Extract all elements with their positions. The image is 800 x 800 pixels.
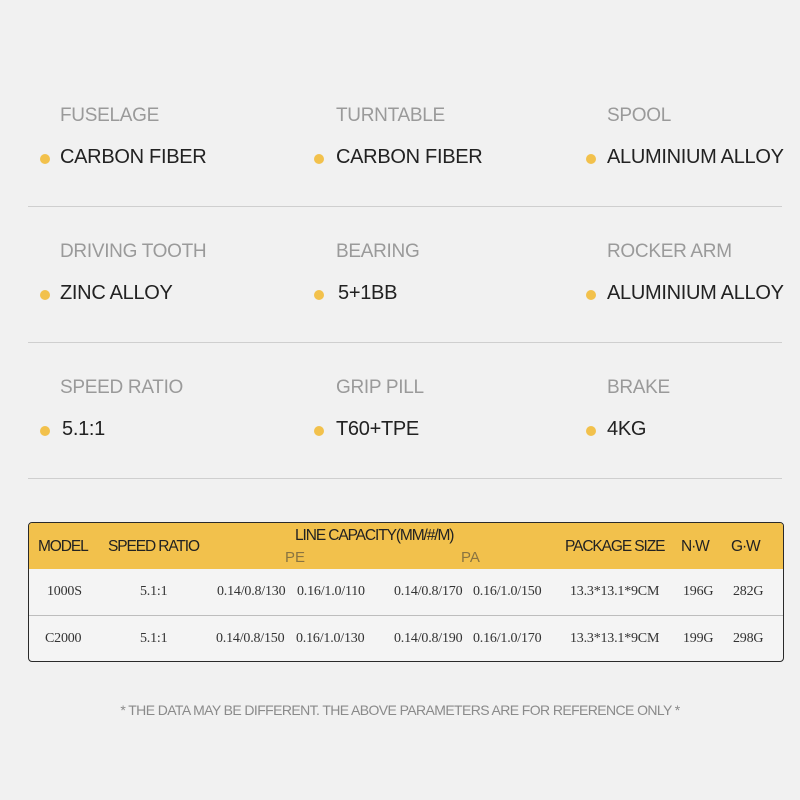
bullet-dot-icon xyxy=(40,290,50,300)
spec-label: BEARING xyxy=(336,241,420,262)
spec-label: BRAKE xyxy=(607,377,670,398)
spec-label: DRIVING TOOTH xyxy=(60,241,207,262)
bullet-dot-icon xyxy=(314,154,324,164)
table-row xyxy=(29,616,783,662)
cell-pe-1: 0.14/0.8/150 xyxy=(216,631,285,646)
cell-package-size: 13.3*13.1*9CM xyxy=(570,631,660,646)
spec-value: 5.1:1 xyxy=(62,418,105,440)
cell-pe-1: 0.14/0.8/130 xyxy=(217,584,286,599)
spec-value: 4KG xyxy=(607,418,647,440)
bullet-dot-icon xyxy=(314,290,324,300)
spec-row xyxy=(28,342,782,479)
cell-pa-1: 0.14/0.8/190 xyxy=(394,631,463,646)
spec-label: TURNTABLE xyxy=(336,105,445,126)
spec-value: T60+TPE xyxy=(336,418,419,440)
table-header xyxy=(29,523,783,569)
cell-pe-2: 0.16/1.0/110 xyxy=(297,584,365,599)
header-package-size: PACKAGE SIZE xyxy=(565,538,665,555)
cell-speed-ratio: 5.1:1 xyxy=(140,584,168,599)
spec-value: ZINC ALLOY xyxy=(60,282,173,304)
cell-gw: 282G xyxy=(733,584,764,599)
cell-model: 1000S xyxy=(47,584,82,599)
header-nw: N·W xyxy=(681,538,709,555)
cell-pa-2: 0.16/1.0/150 xyxy=(473,584,542,599)
spec-label: FUSELAGE xyxy=(60,105,159,126)
cell-package-size: 13.3*13.1*9CM xyxy=(570,584,660,599)
cell-pa-1: 0.14/0.8/170 xyxy=(394,584,463,599)
header-model: MODEL xyxy=(38,538,88,555)
spec-value: 5+1BB xyxy=(338,282,398,304)
header-pa: PA xyxy=(461,549,480,566)
spec-value: ALUMINIUM ALLOY xyxy=(607,282,784,304)
spec-value: ALUMINIUM ALLOY xyxy=(607,146,784,168)
bullet-dot-icon xyxy=(40,426,50,436)
spec-value: CARBON FIBER xyxy=(336,146,483,168)
table-row xyxy=(29,569,783,616)
cell-gw: 298G xyxy=(733,631,764,646)
bullet-dot-icon xyxy=(586,154,596,164)
spec-row xyxy=(28,70,782,207)
header-gw: G·W xyxy=(731,538,760,555)
spec-label: SPEED RATIO xyxy=(60,377,184,398)
spec-table xyxy=(28,522,784,662)
cell-model: C2000 xyxy=(45,631,82,646)
bullet-dot-icon xyxy=(40,154,50,164)
header-pe: PE xyxy=(285,549,306,566)
bullet-dot-icon xyxy=(314,426,324,436)
cell-speed-ratio: 5.1:1 xyxy=(140,631,168,646)
spec-label: SPOOL xyxy=(607,105,671,126)
cell-pe-2: 0.16/1.0/130 xyxy=(296,631,365,646)
header-speed-ratio: SPEED RATIO xyxy=(108,538,199,555)
header-line-capacity: LINE CAPACITY(MM/#/M) xyxy=(295,527,454,544)
cell-nw: 199G xyxy=(683,631,714,646)
spec-label: ROCKER ARM xyxy=(607,241,732,262)
spec-label: GRIP PILL xyxy=(336,377,424,398)
cell-nw: 196G xyxy=(683,584,714,599)
cell-pa-2: 0.16/1.0/170 xyxy=(473,631,542,646)
disclaimer-footnote: * THE DATA MAY BE DIFFERENT. THE ABOVE PARAMETERS ARE FOR REFERENCE ONLY * xyxy=(120,702,680,718)
bullet-dot-icon xyxy=(586,290,596,300)
spec-value: CARBON FIBER xyxy=(60,146,207,168)
spec-row xyxy=(28,206,782,343)
bullet-dot-icon xyxy=(586,426,596,436)
